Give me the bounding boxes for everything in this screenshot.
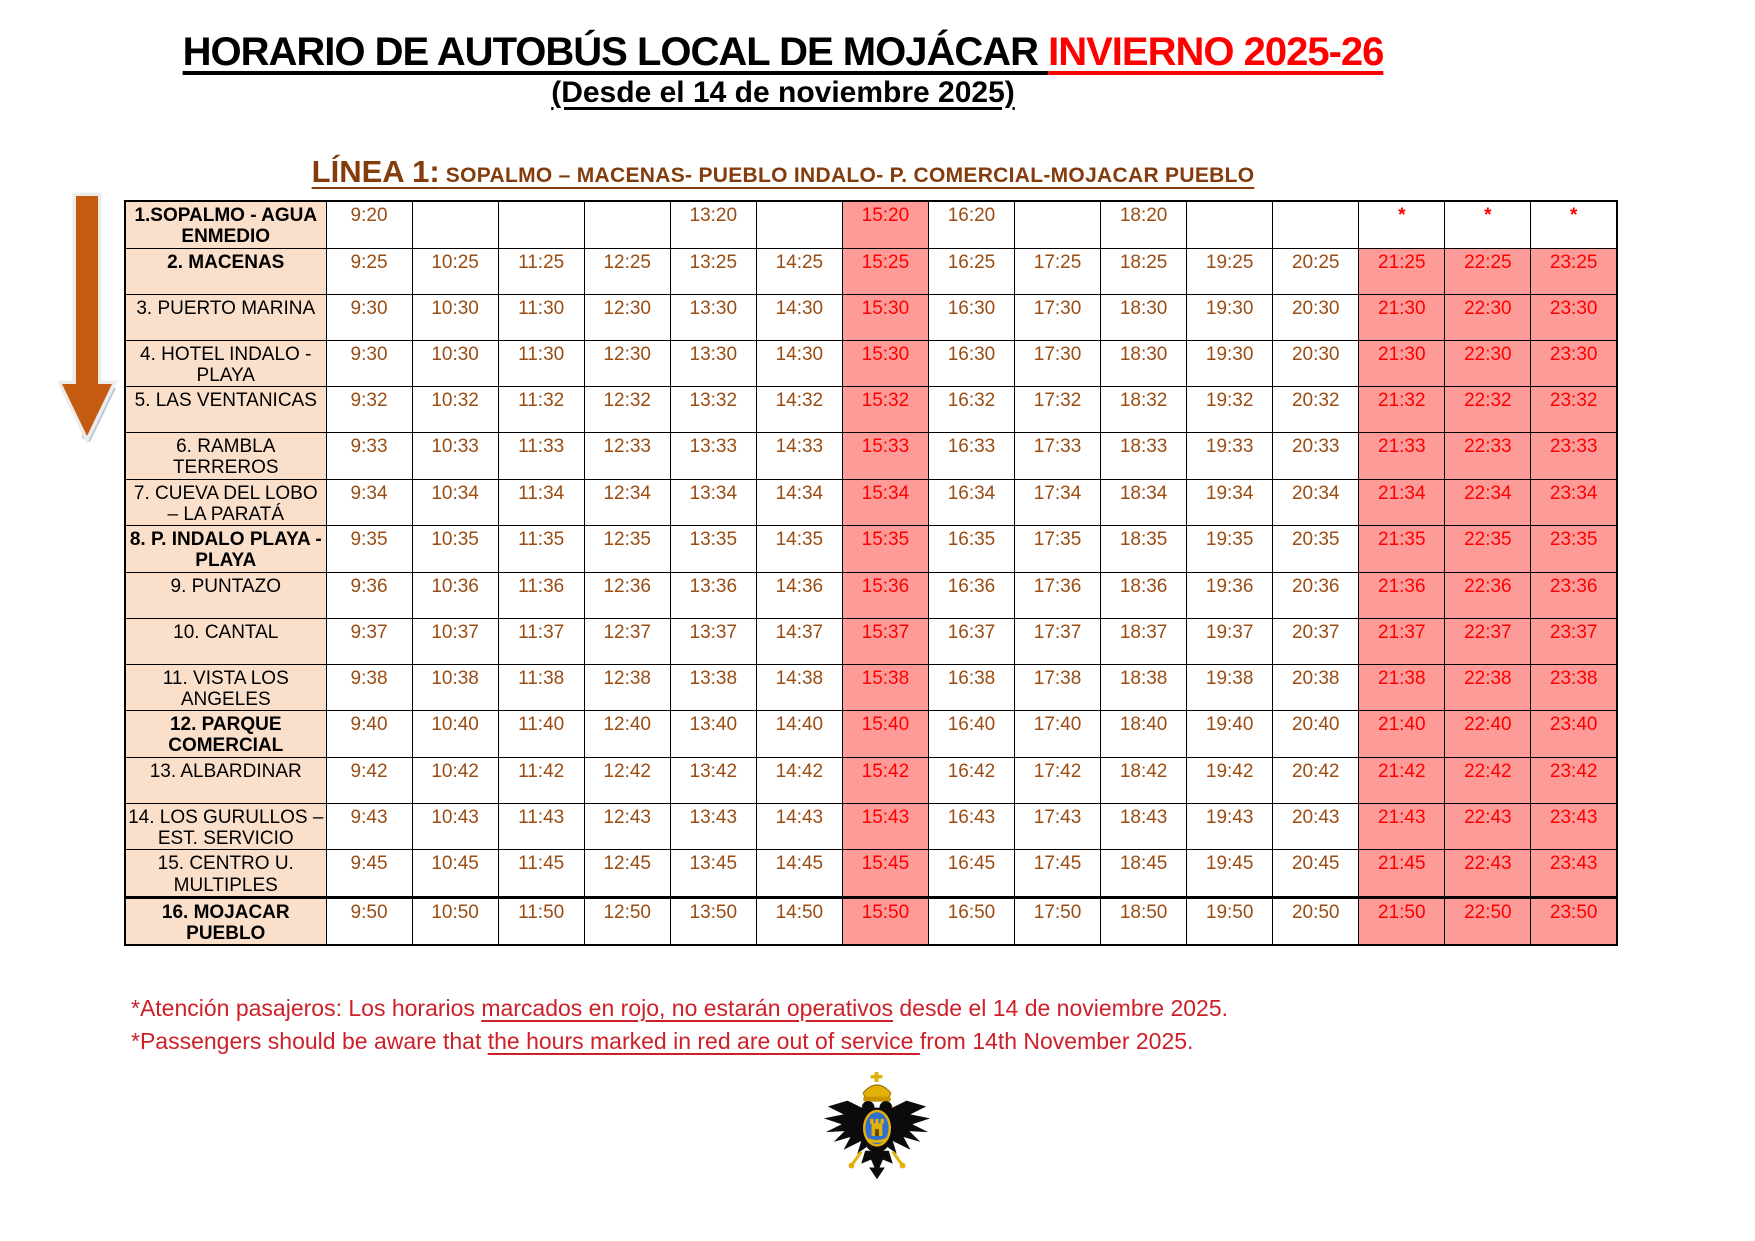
time-cell: 10:33	[412, 433, 498, 480]
time-cell: 16:20	[928, 201, 1014, 248]
bus-timetable	[124, 200, 1618, 946]
time-cell: 16:33	[928, 433, 1014, 480]
time-cell: 18:43	[1101, 803, 1187, 850]
time-cell: 16:45	[928, 850, 1014, 898]
time-cell: 22:30	[1445, 340, 1531, 387]
time-cell: 15:30	[842, 340, 928, 387]
time-cell: 17:38	[1015, 664, 1101, 711]
time-cell: 14:32	[756, 387, 842, 433]
time-cell: 11:43	[498, 803, 584, 850]
time-cell: 20:50	[1273, 897, 1359, 945]
time-cell: 14:37	[756, 618, 842, 664]
out-of-service-marker-cell: *	[1445, 201, 1531, 248]
time-cell: 9:30	[326, 340, 412, 387]
table-row	[125, 248, 1617, 294]
time-cell: 13:36	[670, 572, 756, 618]
time-cell: 13:50	[670, 897, 756, 945]
time-cell: 16:35	[928, 526, 1014, 573]
time-cell: 22:30	[1445, 294, 1531, 340]
footnotes	[131, 992, 1228, 1057]
time-cell: 9:20	[326, 201, 412, 248]
stop-name-cell: 11. VISTA LOS ANGELES	[125, 664, 326, 711]
time-cell: 15:42	[842, 757, 928, 803]
time-cell: 14:40	[756, 711, 842, 758]
time-cell: 15:40	[842, 711, 928, 758]
time-cell: 9:32	[326, 387, 412, 433]
time-cell: 15:38	[842, 664, 928, 711]
time-cell: 19:30	[1187, 294, 1273, 340]
time-cell: 16:37	[928, 618, 1014, 664]
stop-name-cell: 14. LOS GURULLOS – EST. SERVICIO	[125, 803, 326, 850]
time-cell: 9:45	[326, 850, 412, 898]
timetable-body	[125, 201, 1617, 945]
time-cell: 13:40	[670, 711, 756, 758]
time-cell: 10:43	[412, 803, 498, 850]
time-cell: 22:50	[1445, 897, 1531, 945]
time-cell: 22:32	[1445, 387, 1531, 433]
time-cell: 13:34	[670, 479, 756, 526]
time-cell: 20:32	[1273, 387, 1359, 433]
time-cell: 21:38	[1359, 664, 1445, 711]
time-cell: 21:45	[1359, 850, 1445, 898]
time-cell: 16:34	[928, 479, 1014, 526]
time-cell: 10:35	[412, 526, 498, 573]
time-cell: 23:43	[1531, 803, 1617, 850]
time-cell: 9:34	[326, 479, 412, 526]
table-row	[125, 664, 1617, 711]
time-cell: 13:38	[670, 664, 756, 711]
time-cell: 11:42	[498, 757, 584, 803]
time-cell: 14:36	[756, 572, 842, 618]
time-cell: 20:36	[1273, 572, 1359, 618]
time-cell: 11:50	[498, 897, 584, 945]
time-cell: 12:34	[584, 479, 670, 526]
footnote-en-prefix: *Passengers should be aware that	[131, 1027, 488, 1054]
time-cell: 11:36	[498, 572, 584, 618]
time-cell: 16:50	[928, 897, 1014, 945]
time-cell: 20:43	[1273, 803, 1359, 850]
time-cell: 14:34	[756, 479, 842, 526]
time-cell: 12:30	[584, 294, 670, 340]
time-cell: 18:40	[1101, 711, 1187, 758]
time-cell: 18:30	[1101, 340, 1187, 387]
time-cell: 14:38	[756, 664, 842, 711]
time-cell: 17:45	[1015, 850, 1101, 898]
time-cell: 19:33	[1187, 433, 1273, 480]
time-cell: 18:30	[1101, 294, 1187, 340]
time-cell: 19:40	[1187, 711, 1273, 758]
time-cell: 9:43	[326, 803, 412, 850]
time-cell: 13:30	[670, 294, 756, 340]
time-cell: 15:32	[842, 387, 928, 433]
table-row	[125, 757, 1617, 803]
mojacar-coat-of-arms-logo	[818, 1068, 936, 1208]
time-cell: 22:25	[1445, 248, 1531, 294]
time-cell: 10:38	[412, 664, 498, 711]
line-heading-label: LÍNEA 1:	[311, 154, 440, 189]
table-row	[125, 572, 1617, 618]
time-cell: 20:40	[1273, 711, 1359, 758]
time-cell: 14:43	[756, 803, 842, 850]
time-cell	[1187, 201, 1273, 248]
table-row	[125, 294, 1617, 340]
stop-name-cell: 4. HOTEL INDALO - PLAYA	[125, 340, 326, 387]
time-cell: 11:33	[498, 433, 584, 480]
time-cell: 19:36	[1187, 572, 1273, 618]
footnote-en	[131, 1025, 1228, 1058]
time-cell: 23:25	[1531, 248, 1617, 294]
time-cell: 18:20	[1101, 201, 1187, 248]
time-cell: 12:45	[584, 850, 670, 898]
time-cell: 21:42	[1359, 757, 1445, 803]
time-cell	[1015, 201, 1101, 248]
time-cell: 23:40	[1531, 711, 1617, 758]
time-cell: 23:33	[1531, 433, 1617, 480]
out-of-service-marker-cell: *	[1531, 201, 1617, 248]
time-cell: 12:25	[584, 248, 670, 294]
page-header	[0, 0, 1566, 190]
page-title-main: HORARIO DE AUTOBÚS LOCAL DE MOJÁCAR	[182, 30, 1049, 74]
time-cell: 20:42	[1273, 757, 1359, 803]
time-cell: 20:37	[1273, 618, 1359, 664]
time-cell: 15:30	[842, 294, 928, 340]
line-heading-route: SOPALMO – MACENAS- PUEBLO INDALO- P. COMERCIAL-MOJACAR PUEBLO	[439, 164, 1255, 187]
time-cell: 21:25	[1359, 248, 1445, 294]
time-cell: 12:50	[584, 897, 670, 945]
time-cell: 22:38	[1445, 664, 1531, 711]
time-cell: 18:37	[1101, 618, 1187, 664]
time-cell: 17:43	[1015, 803, 1101, 850]
time-cell	[756, 201, 842, 248]
time-cell: 18:50	[1101, 897, 1187, 945]
time-cell: 11:37	[498, 618, 584, 664]
time-cell: 10:34	[412, 479, 498, 526]
time-cell: 16:36	[928, 572, 1014, 618]
time-cell: 18:33	[1101, 433, 1187, 480]
stop-name-cell: 5. LAS VENTANICAS	[125, 387, 326, 433]
time-cell: 13:43	[670, 803, 756, 850]
time-cell: 23:37	[1531, 618, 1617, 664]
footnote-en-underlined: the hours marked in red are out of service	[487, 1027, 920, 1054]
time-cell: 16:32	[928, 387, 1014, 433]
time-cell: 21:30	[1359, 340, 1445, 387]
time-cell: 16:42	[928, 757, 1014, 803]
time-cell: 21:43	[1359, 803, 1445, 850]
time-cell: 13:42	[670, 757, 756, 803]
time-cell: 20:33	[1273, 433, 1359, 480]
time-cell: 11:30	[498, 340, 584, 387]
time-cell: 19:34	[1187, 479, 1273, 526]
time-cell: 21:30	[1359, 294, 1445, 340]
time-cell: 23:35	[1531, 526, 1617, 573]
stop-name-cell: 16. MOJACAR PUEBLO	[125, 897, 326, 945]
time-cell: 17:25	[1015, 248, 1101, 294]
time-cell: 13:33	[670, 433, 756, 480]
time-cell: 14:35	[756, 526, 842, 573]
time-cell: 17:32	[1015, 387, 1101, 433]
time-cell: 14:45	[756, 850, 842, 898]
time-cell: 22:35	[1445, 526, 1531, 573]
time-cell: 14:33	[756, 433, 842, 480]
time-cell: 22:37	[1445, 618, 1531, 664]
table-row	[125, 433, 1617, 480]
time-cell: 12:33	[584, 433, 670, 480]
table-row	[125, 897, 1617, 945]
time-cell: 21:35	[1359, 526, 1445, 573]
time-cell: 22:34	[1445, 479, 1531, 526]
footnote-es-prefix: *Atención pasajeros: Los horarios	[131, 995, 482, 1021]
stop-name-cell: 15. CENTRO U. MULTIPLES	[125, 850, 326, 898]
time-cell: 18:25	[1101, 248, 1187, 294]
time-cell: 10:25	[412, 248, 498, 294]
stop-name-cell: 8. P. INDALO PLAYA - PLAYA	[125, 526, 326, 573]
time-cell: 19:35	[1187, 526, 1273, 573]
table-row	[125, 201, 1617, 248]
time-cell: 14:42	[756, 757, 842, 803]
time-cell: 13:25	[670, 248, 756, 294]
time-cell: 21:36	[1359, 572, 1445, 618]
stop-name-cell: 3. PUERTO MARINA	[125, 294, 326, 340]
time-cell: 22:33	[1445, 433, 1531, 480]
time-cell: 20:45	[1273, 850, 1359, 898]
table-row	[125, 526, 1617, 573]
time-cell: 20:25	[1273, 248, 1359, 294]
time-cell: 14:25	[756, 248, 842, 294]
footnote-en-suffix: from 14th November 2025.	[919, 1027, 1194, 1054]
time-cell: 17:40	[1015, 711, 1101, 758]
time-cell: 23:42	[1531, 757, 1617, 803]
time-cell: 17:30	[1015, 294, 1101, 340]
time-cell	[584, 201, 670, 248]
time-cell: 15:25	[842, 248, 928, 294]
table-row	[125, 618, 1617, 664]
time-cell: 18:32	[1101, 387, 1187, 433]
time-cell: 11:45	[498, 850, 584, 898]
route-direction-down-arrow-icon	[58, 190, 122, 448]
stop-name-cell: 13. ALBARDINAR	[125, 757, 326, 803]
time-cell: 17:42	[1015, 757, 1101, 803]
time-cell: 22:43	[1445, 850, 1531, 898]
time-cell: 16:25	[928, 248, 1014, 294]
time-cell: 13:32	[670, 387, 756, 433]
stop-name-cell: 6. RAMBLA TERREROS	[125, 433, 326, 480]
time-cell: 20:30	[1273, 294, 1359, 340]
time-cell: 12:43	[584, 803, 670, 850]
table-row	[125, 850, 1617, 898]
time-cell: 22:36	[1445, 572, 1531, 618]
time-cell: 10:30	[412, 340, 498, 387]
time-cell: 9:37	[326, 618, 412, 664]
time-cell: 9:38	[326, 664, 412, 711]
time-cell: 9:30	[326, 294, 412, 340]
time-cell: 11:32	[498, 387, 584, 433]
table-row	[125, 387, 1617, 433]
time-cell: 12:32	[584, 387, 670, 433]
time-cell: 18:42	[1101, 757, 1187, 803]
time-cell: 16:43	[928, 803, 1014, 850]
time-cell: 19:45	[1187, 850, 1273, 898]
time-cell: 19:38	[1187, 664, 1273, 711]
time-cell: 17:37	[1015, 618, 1101, 664]
line-heading	[0, 154, 1566, 190]
time-cell: 12:38	[584, 664, 670, 711]
time-cell: 14:30	[756, 294, 842, 340]
time-cell: 19:43	[1187, 803, 1273, 850]
time-cell: 18:34	[1101, 479, 1187, 526]
time-cell: 10:40	[412, 711, 498, 758]
table-row	[125, 803, 1617, 850]
time-cell: 13:37	[670, 618, 756, 664]
stop-name-cell: 7. CUEVA DEL LOBO – LA PARATÁ	[125, 479, 326, 526]
time-cell: 15:33	[842, 433, 928, 480]
time-cell: 23:50	[1531, 897, 1617, 945]
time-cell: 10:42	[412, 757, 498, 803]
time-cell: 21:33	[1359, 433, 1445, 480]
time-cell: 20:38	[1273, 664, 1359, 711]
time-cell: 10:36	[412, 572, 498, 618]
time-cell: 20:35	[1273, 526, 1359, 573]
time-cell: 20:34	[1273, 479, 1359, 526]
time-cell: 15:37	[842, 618, 928, 664]
time-cell: 13:35	[670, 526, 756, 573]
time-cell: 11:35	[498, 526, 584, 573]
table-row	[125, 340, 1617, 387]
stop-name-cell: 1.SOPALMO - AGUA ENMEDIO	[125, 201, 326, 248]
time-cell: 11:38	[498, 664, 584, 711]
page-title-season: INVIERNO 2025-26	[1048, 30, 1384, 74]
time-cell: 19:25	[1187, 248, 1273, 294]
time-cell: 23:36	[1531, 572, 1617, 618]
stop-name-cell: 9. PUNTAZO	[125, 572, 326, 618]
out-of-service-marker-cell: *	[1359, 201, 1445, 248]
time-cell: 18:45	[1101, 850, 1187, 898]
time-cell: 15:35	[842, 526, 928, 573]
stop-name-cell: 12. PARQUE COMERCIAL	[125, 711, 326, 758]
time-cell: 12:37	[584, 618, 670, 664]
time-cell: 21:40	[1359, 711, 1445, 758]
footnote-es-suffix: desde el 14 de noviembre 2025.	[893, 995, 1229, 1021]
time-cell: 19:37	[1187, 618, 1273, 664]
time-cell: 23:32	[1531, 387, 1617, 433]
time-cell: 9:33	[326, 433, 412, 480]
time-cell: 16:30	[928, 294, 1014, 340]
footnote-es	[131, 992, 1228, 1025]
time-cell: 12:35	[584, 526, 670, 573]
time-cell: 9:25	[326, 248, 412, 294]
time-cell: 16:40	[928, 711, 1014, 758]
stop-name-cell: 2. MACENAS	[125, 248, 326, 294]
time-cell: 17:34	[1015, 479, 1101, 526]
time-cell: 23:30	[1531, 294, 1617, 340]
time-cell: 9:40	[326, 711, 412, 758]
time-cell: 22:40	[1445, 711, 1531, 758]
table-row	[125, 479, 1617, 526]
time-cell: 11:30	[498, 294, 584, 340]
time-cell: 10:32	[412, 387, 498, 433]
page-subtitle: (Desde el 14 de noviembre 2025)	[551, 76, 1015, 109]
time-cell: 22:42	[1445, 757, 1531, 803]
time-cell: 21:34	[1359, 479, 1445, 526]
time-cell: 19:30	[1187, 340, 1273, 387]
time-cell: 14:50	[756, 897, 842, 945]
time-cell: 17:33	[1015, 433, 1101, 480]
time-cell	[1273, 201, 1359, 248]
footnote-es-underlined: marcados en rojo, no estarán operativos	[481, 995, 893, 1021]
time-cell: 18:36	[1101, 572, 1187, 618]
time-cell: 12:36	[584, 572, 670, 618]
time-cell: 22:43	[1445, 803, 1531, 850]
time-cell: 16:38	[928, 664, 1014, 711]
time-cell: 15:45	[842, 850, 928, 898]
time-cell: 16:30	[928, 340, 1014, 387]
time-cell: 15:20	[842, 201, 928, 248]
time-cell: 21:32	[1359, 387, 1445, 433]
time-cell: 13:20	[670, 201, 756, 248]
time-cell: 18:35	[1101, 526, 1187, 573]
time-cell: 17:50	[1015, 897, 1101, 945]
time-cell: 11:40	[498, 711, 584, 758]
time-cell: 14:30	[756, 340, 842, 387]
time-cell: 21:37	[1359, 618, 1445, 664]
time-cell	[412, 201, 498, 248]
stop-name-cell: 10. CANTAL	[125, 618, 326, 664]
time-cell: 15:43	[842, 803, 928, 850]
time-cell: 20:30	[1273, 340, 1359, 387]
time-cell: 23:34	[1531, 479, 1617, 526]
time-cell: 19:42	[1187, 757, 1273, 803]
time-cell: 10:30	[412, 294, 498, 340]
time-cell: 10:37	[412, 618, 498, 664]
time-cell: 11:25	[498, 248, 584, 294]
time-cell	[498, 201, 584, 248]
time-cell: 17:35	[1015, 526, 1101, 573]
time-cell: 9:50	[326, 897, 412, 945]
time-cell: 10:50	[412, 897, 498, 945]
time-cell: 21:50	[1359, 897, 1445, 945]
page-title	[0, 30, 1566, 74]
time-cell: 23:38	[1531, 664, 1617, 711]
time-cell: 9:36	[326, 572, 412, 618]
time-cell: 17:30	[1015, 340, 1101, 387]
time-cell: 17:36	[1015, 572, 1101, 618]
time-cell: 15:34	[842, 479, 928, 526]
time-cell: 15:50	[842, 897, 928, 945]
table-row	[125, 711, 1617, 758]
time-cell: 12:42	[584, 757, 670, 803]
time-cell: 15:36	[842, 572, 928, 618]
time-cell: 23:30	[1531, 340, 1617, 387]
time-cell: 18:38	[1101, 664, 1187, 711]
time-cell: 13:45	[670, 850, 756, 898]
time-cell: 13:30	[670, 340, 756, 387]
time-cell: 12:30	[584, 340, 670, 387]
time-cell: 11:34	[498, 479, 584, 526]
time-cell: 19:32	[1187, 387, 1273, 433]
time-cell: 19:50	[1187, 897, 1273, 945]
time-cell: 12:40	[584, 711, 670, 758]
time-cell: 10:45	[412, 850, 498, 898]
time-cell: 9:35	[326, 526, 412, 573]
time-cell: 9:42	[326, 757, 412, 803]
time-cell: 23:43	[1531, 850, 1617, 898]
